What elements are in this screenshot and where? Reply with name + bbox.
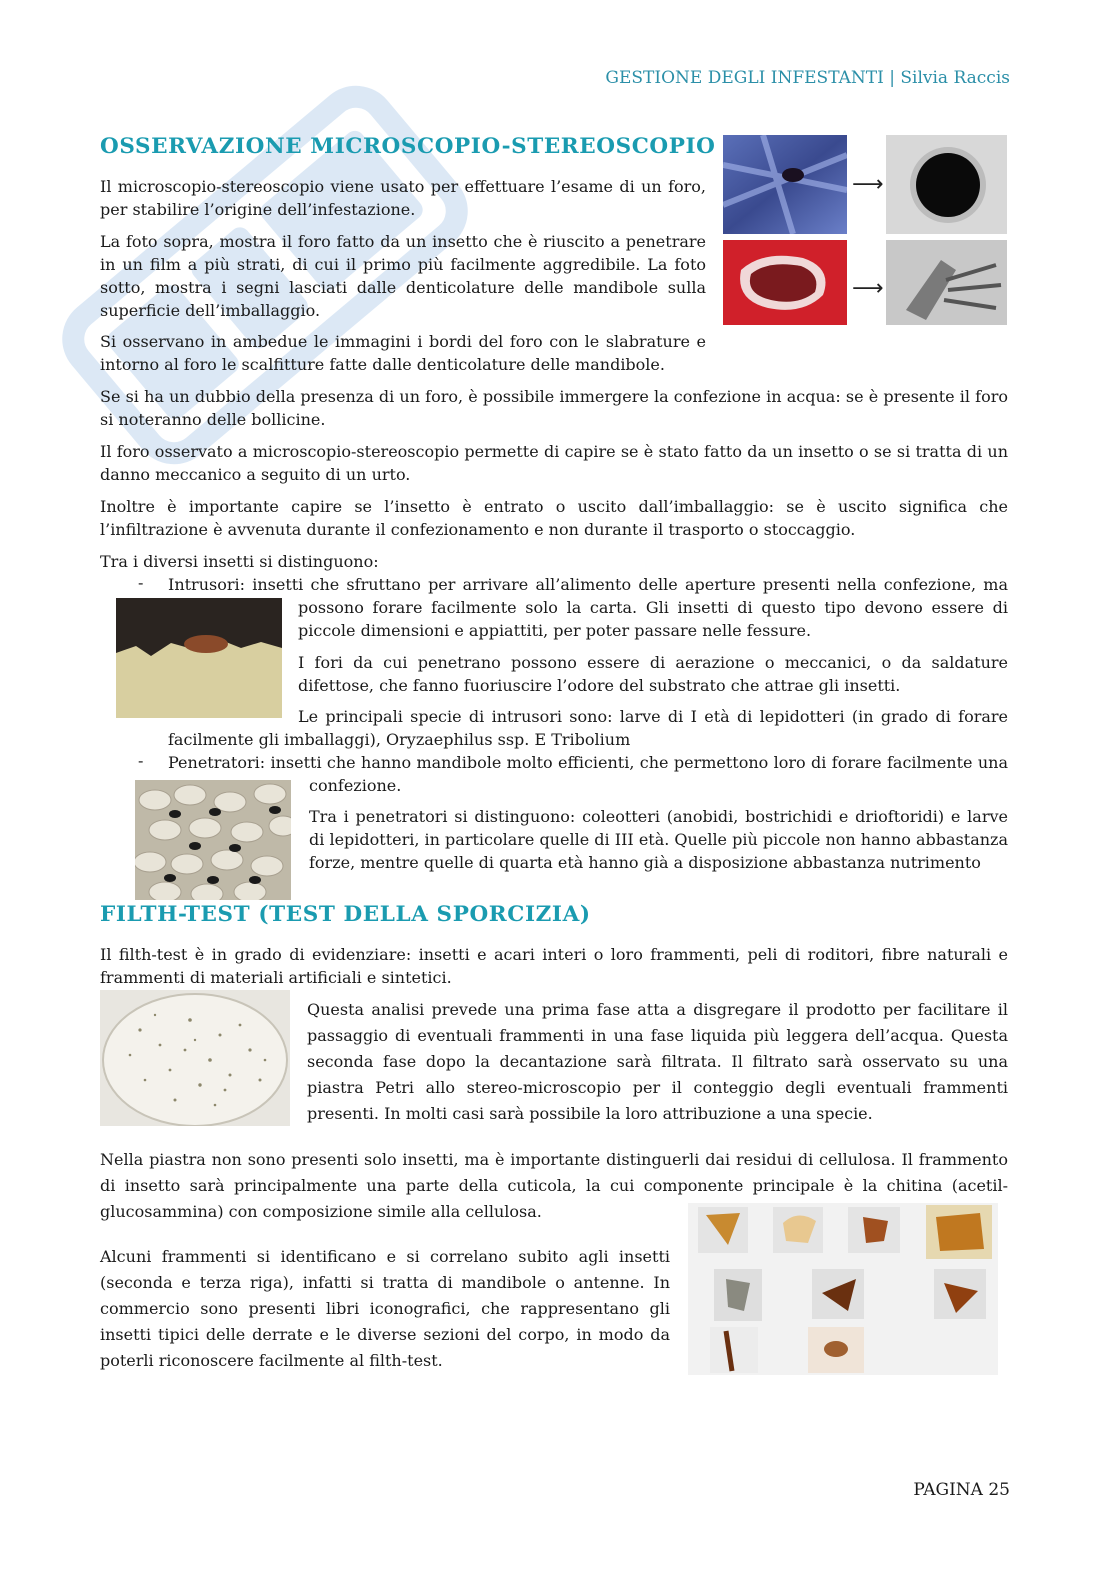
section-title-filth-test: FILTH-TEST (TEST DELLA SPORCIZIA)	[100, 902, 591, 927]
paragraph: Alcuni frammenti si identificano e si correlano subito agli insetti (seconda e terza riga), infatti si tratta di mandibole o antenne. In commercio sono presenti libri iconografici, che rappresentano gli insetti tipici delle derrate e le diverse sezioni del corpo, in modo da poterli riconoscere facilmente al filth-test.	[100, 1247, 670, 1370]
paragraph: I fori da cui penetrano possono essere di aerazione o meccanici, o da saldature difettose, che fanno fuoriuscire l’odore del substrato che attrae gli insetti.	[298, 653, 1008, 695]
paragraph: Tra i diversi insetti si distinguono:	[100, 552, 379, 571]
photo-insect-intruder	[116, 598, 282, 718]
running-header: GESTIONE DEGLI INFESTANTI | Silvia Raccis	[605, 68, 1010, 88]
photo-beetles-on-rice	[135, 780, 291, 900]
bullet-dash: -	[138, 573, 144, 592]
photo-petri-dish-filtrate	[100, 990, 290, 1126]
section-title-microscopio: OSSERVAZIONE MICROSCOPIO-STEREOSCOPIO	[100, 134, 716, 159]
list-item-intrusori: Intrusori: insetti che sfruttano per arrivare all’alimento delle aperture presenti nella confezione, ma	[168, 575, 1008, 594]
bullet-dash: -	[138, 751, 144, 770]
paragraph: Tra i penetratori si distinguono: coleotteri (anobidi, bostrichidi e drioftoridi) e larve di lepidotteri, in particolare quelle di III età. Quelle più piccole non hanno abbastanza forze, mentre quelle di quarta età hanno già a disposizione abbastanza nutrimento	[309, 807, 1008, 872]
paragraph: possono forare facilmente solo la carta. Gli insetti di questo tipo devono essere di piccole dimensioni e appiattiti, per poter passare nelle fessure.	[298, 598, 1008, 640]
photo-insect-fragments-grid	[688, 1203, 998, 1375]
paragraph: Inoltre è importante capire se l’insetto è entrato o uscito dall’imballaggio: se è uscito significa che l’infiltrazione è avvenuta durante il confezionamento e non durante il trasporto o stoccaggio.	[100, 497, 1008, 539]
photo-hole-film-color	[723, 135, 847, 234]
page-number: PAGINA 25	[913, 1480, 1010, 1500]
photo-hole-red-packaging	[723, 240, 847, 325]
list-item-penetratori: Penetratori: insetti che hanno mandibole molto efficienti, che permettono loro di forare facilmente una	[168, 753, 1008, 772]
paragraph: Le principali specie di intrusori sono: larve di I età di lepidotteri (in grado di forare	[298, 707, 1008, 726]
paragraph: Questa analisi prevede una prima fase atta a disgregare il prodotto per facilitare il passaggio di eventuali frammenti in una fase liquida più leggera dell’acqua. Questa seconda fase dopo la decantazione sarà filtrata. Il filtrato sarà osservato su una piastra Petri allo stereo-microscopio per il conteggio degli eventuali frammenti presenti. In molti casi sarà possibile la loro attribuzione a una specie.	[307, 1000, 1008, 1123]
arrow-icon: ⟶	[852, 172, 884, 197]
paragraph: Il microscopio-stereoscopio viene usato per effettuare l’esame di un foro, per stabilire l’origine dell’infestazione.	[100, 177, 706, 219]
paragraph: Si osservano in ambedue le immagini i bordi del foro con le slabrature e intorno al foro le scalfitture fatte dalle denticolature delle mandibole.	[100, 332, 706, 374]
paragraph: confezione.	[309, 776, 402, 795]
paragraph: Se si ha un dubbio della presenza di un foro, è possibile immergere la confezione in acqua: se è presente il foro si noteranno delle bollicine.	[100, 387, 1008, 429]
paragraph: Il foro osservato a microscopio-stereoscopio permette di capire se è stato fatto da un insetto o se si tratta di un danno meccanico a seguito di un urto.	[100, 442, 1008, 484]
paragraph: facilmente gli imballaggi), Oryzaephilus ssp. E Tribolium	[168, 730, 631, 749]
photo-hole-film-sem	[886, 135, 1007, 234]
arrow-icon: ⟶	[852, 276, 884, 301]
paragraph: Il filth-test è in grado di evidenziare: insetti e acari interi o loro frammenti, peli di roditori, fibre naturali e frammenti di materiali artificiali e sintetici.	[100, 945, 1008, 987]
paragraph: Nella piastra non sono presenti solo insetti, ma è importante distinguerli dai residui di cellulosa. Il frammento di insetto sarà principalmente una parte della cuticola, la cui componente principale è la chitina (acetil-glucosammina) con composizione simile alla cellulosa.	[100, 1150, 1008, 1221]
paragraph: La foto sopra, mostra il foro fatto da un insetto che è riuscito a penetrare in un film a più strati, di cui il primo più facilmente aggredibile. La foto sotto, mostra i segni lasciati dalle denticolature delle mandibole sulla superficie dell’imballaggio.	[100, 232, 706, 320]
photo-mandible-marks-sem	[886, 240, 1007, 325]
